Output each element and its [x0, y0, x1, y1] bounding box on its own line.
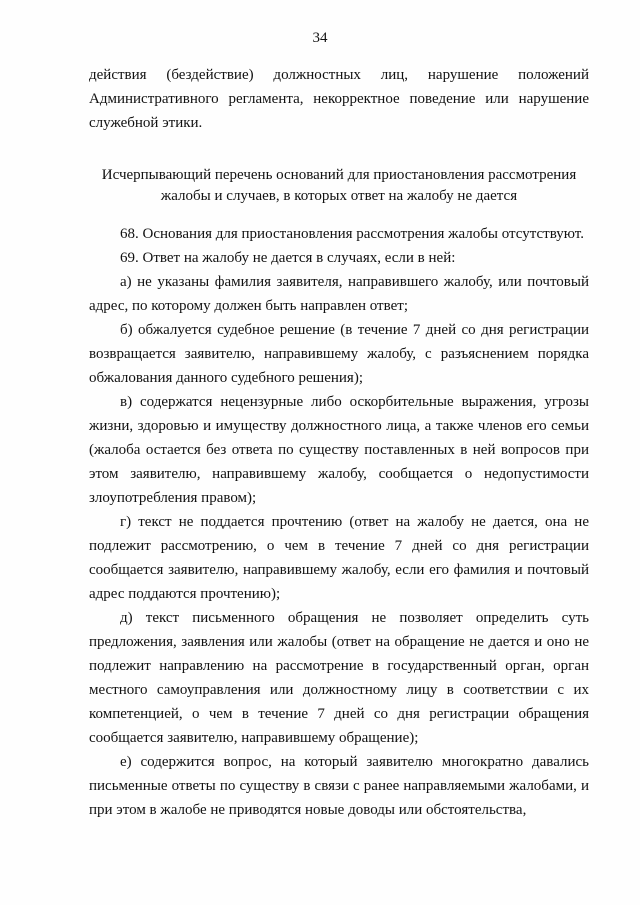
- clause-69: 69. Ответ на жалобу не дается в случаях, если в ней:: [120, 250, 456, 266]
- clause-69-g: г) текст не поддается прочтению (ответ на жалобу не дается, она не подлежит рассмотрению, о чем в течение 7 дней со дня регистрации сообщается заявителю, направившему жалобу, если его фамилия и почтовый адрес поддаются прочтению);: [89, 514, 589, 602]
- continuation-paragraph: действия (бездействие) должностных лиц, нарушение положений Административного регламента, некорректное поведение или нарушение служебной этики.: [89, 67, 589, 131]
- section-heading-line-2: жалобы и случаев, в которых ответ на жалобу не дается: [160, 188, 518, 204]
- section-heading: [89, 165, 589, 207]
- clause-69-a: а) не указаны фамилия заявителя, направившего жалобу, или почтовый адрес, по которому должен быть направлен ответ;: [89, 274, 589, 314]
- clause-list: [89, 222, 589, 822]
- clause-69-v: в) содержатся нецензурные либо оскорбительные выражения, угрозы жизни, здоровью и имуществу должностного лица, а также членов его семьи (жалоба остается без ответа по существу поставленных в ней вопросов при этом заявителю, направившему жалобу, сообщается о недопустимости злоупотребления правом);: [89, 394, 589, 506]
- section-heading-line-1: Исчерпывающий перечень оснований для приостановления рассмотрения: [101, 167, 577, 183]
- clause-69-e: е) содержится вопрос, на который заявителю многократно давались письменные ответы по существу в связи с ранее направляемыми жалобами, и при этом в жалобе не приводятся новые доводы или обстоятельства,: [89, 754, 589, 818]
- clause-68: 68. Основания для приостановления рассмотрения жалобы отсутствуют.: [120, 226, 584, 242]
- clause-69-b: б) обжалуется судебное решение (в течение 7 дней со дня регистрации возвращается заявителю, направившему жалобу, с разъяснением порядка обжалования данного судебного решения);: [89, 322, 589, 386]
- clause-69-d: д) текст письменного обращения не позволяет определить суть предложения, заявления или жалобы (ответ на обращение не дается и оно не подлежит направлению на рассмотрение в государственный орган, орган местного самоуправления или должностному лицу в соответствии с их компетенцией, о чем в течение 7 дней со дня регистрации обращения сообщается заявителю, направившему обращение);: [89, 610, 589, 746]
- page-number: 34: [312, 30, 328, 46]
